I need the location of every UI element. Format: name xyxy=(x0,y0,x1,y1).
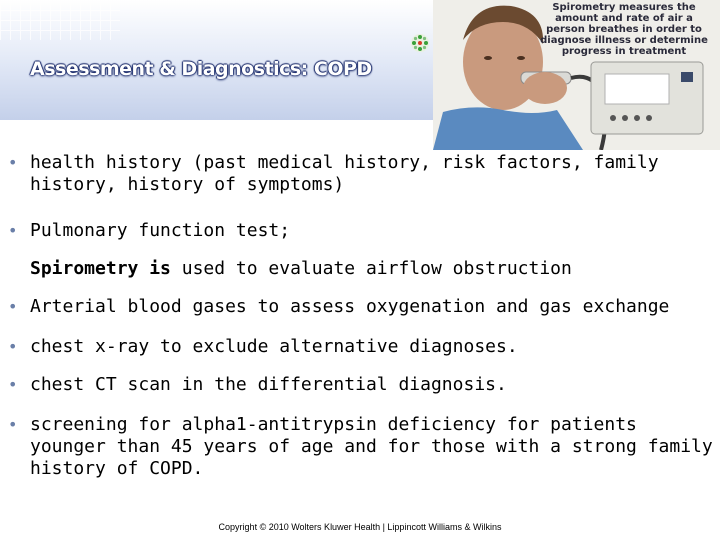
bullet-text: Pulmonary function test; xyxy=(30,220,291,241)
bullet-text: chest CT scan in the differential diagnosis. xyxy=(30,374,507,395)
bullet-text: used to evaluate airflow obstruction xyxy=(170,258,572,279)
bullet-subtext xyxy=(30,258,714,280)
bullet-marker-icon: • xyxy=(8,337,18,356)
spirometry-photo xyxy=(433,0,720,150)
bullet-text: Arterial blood gases to assess oxygenation and gas exchange xyxy=(30,296,670,317)
copyright-footer: Copyright © 2010 Wolters Kluwer Health | Lippincott Williams & Wilkins xyxy=(218,522,502,532)
bullet-marker-icon: • xyxy=(8,221,18,240)
bullet-text: health history (past medical history, risk factors, family history, history of symptoms) xyxy=(30,152,659,195)
slide-title: Assessment & Diagnostics: COPD xyxy=(30,58,372,80)
bullet-marker-icon: • xyxy=(8,297,18,316)
bullet-text: screening for alpha1-antitrypsin deficiency for patients younger than 45 years of age and for those with a strong family history of COPD. xyxy=(30,414,713,479)
bullet-text: chest x-ray to exclude alternative diagnoses. xyxy=(30,336,518,357)
publisher-logo-icon xyxy=(410,33,430,53)
bullet-bold-text: Spirometry is xyxy=(30,258,171,279)
image-caption: Spirometry measures the amount and rate of air a person breathes in order to diagnose illness or determine progress in treatment xyxy=(540,2,708,57)
bullet-marker-icon: • xyxy=(8,415,18,434)
bullet-marker-icon: • xyxy=(8,375,18,394)
bullet-marker-icon: • xyxy=(8,153,18,172)
decorative-grid xyxy=(0,0,120,40)
